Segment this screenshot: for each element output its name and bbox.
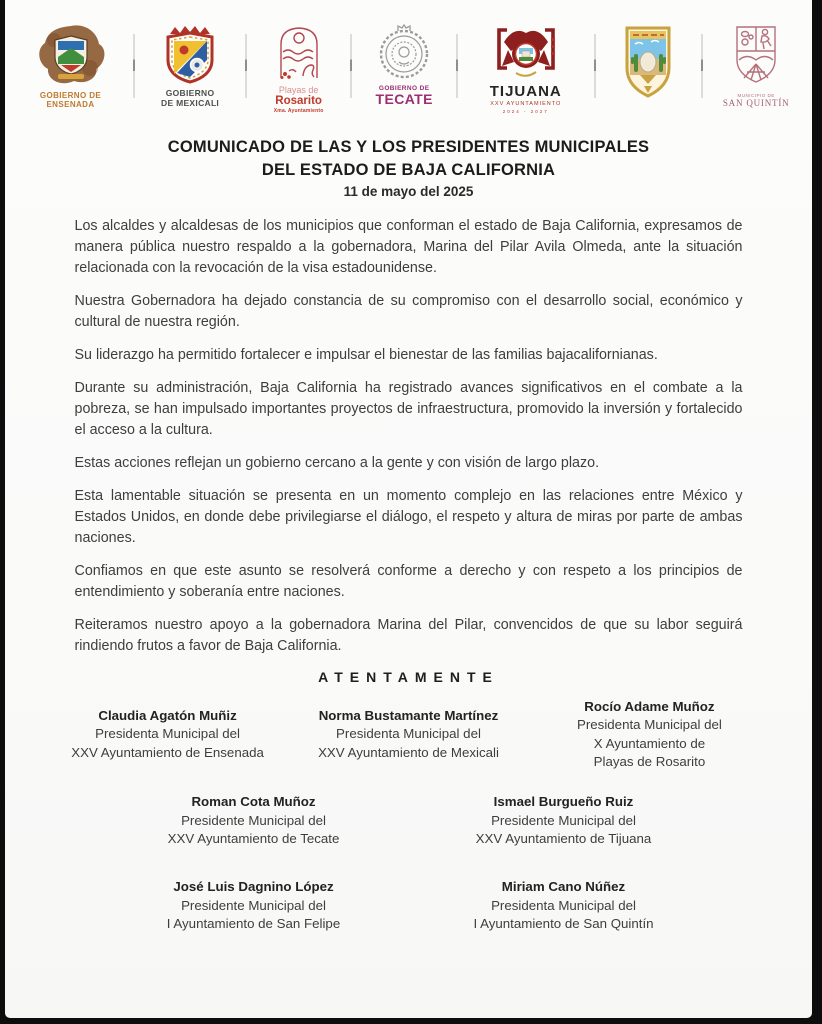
body-text <box>75 216 743 657</box>
tecate-caption-line1: GOBIERNO DE <box>378 85 430 92</box>
ensenada-caption-line1: GOBIERNO DE <box>39 91 102 100</box>
municipal-logos-header <box>28 24 790 114</box>
san-quintin-caption-line2: SAN QUINTÍN <box>722 98 790 109</box>
san-quintin-caption-line1: MUNICIPIO DE <box>737 93 775 98</box>
paragraph-8: Reiteramos nuestro apoyo a la gobernadora Marina del Pilar, convencidos de que su labor seguirá rindiendo frutos a favor de Baja California. <box>74 616 743 654</box>
signature-tijuana <box>409 793 719 848</box>
signer-title-line: Presidenta Municipal del <box>336 726 481 742</box>
signer-name: José Luis Dagnino López <box>173 879 334 895</box>
signature-tecate <box>99 793 409 848</box>
paragraph-3: Su liderazgo ha permitido fortalecer e impulsar el bienestar de las familias bajacalifornianas. <box>74 346 658 363</box>
signer-name: Ismael Burgueño Ruiz <box>493 794 634 810</box>
signer-name: Roman Cota Muñoz <box>191 794 316 810</box>
ensenada-crest-icon <box>28 24 114 91</box>
paragraph-5: Estas acciones reflejan un gobierno cercano a la gente y con visión de largo plazo. <box>74 454 600 471</box>
signer-title-line: Presidenta Municipal del <box>491 897 636 913</box>
signer-title-line: Presidente Municipal del <box>181 897 326 913</box>
title-line-1: COMUNICADO DE LAS Y LOS PRESIDENTES MUNICIPALES <box>167 138 650 157</box>
signature-row-3 <box>99 878 719 933</box>
signer-title-line: Presidenta Municipal del <box>576 717 722 733</box>
signer-title-line: XXV Ayuntamiento de Tijuana <box>475 830 652 846</box>
signer-title-line: X Ayuntamiento de <box>593 735 706 751</box>
logo-divider <box>594 34 596 98</box>
tijuana-crest-icon <box>478 24 574 85</box>
signer-title-line: XXV Ayuntamiento de Ensenada <box>71 744 264 760</box>
closing-word: ATENTAMENTE <box>318 668 499 685</box>
signature-row-1 <box>56 698 762 771</box>
signer-title-line: I Ayuntamiento de San Felipe <box>166 915 341 931</box>
san-felipe-crest-icon <box>615 24 681 107</box>
title-line-2: DEL ESTADO DE BAJA CALIFORNIA <box>261 160 556 179</box>
mexicali-crest-icon <box>155 24 225 89</box>
signer-name: Norma Bustamante Martínez <box>318 708 499 724</box>
ensenada-caption-line2: ENSENADA <box>46 100 95 110</box>
mexicali-caption-line1: GOBIERNO <box>165 88 215 98</box>
paragraph-1: Los alcaldes y alcaldesas de los municipios que conforman el estado de Baja California, expresamos de manera pública nuestro respaldo a la gobernadora, Marina del Pilar Avila Olmeda, ante la situación relacionada con la revocación de la visa estadounidense. <box>74 217 743 276</box>
signer-title-line: I Ayuntamiento de San Quintín <box>473 915 654 931</box>
san-quintin-logo <box>723 24 790 109</box>
san-quintin-crest-icon <box>723 24 789 91</box>
logo-divider <box>456 34 458 98</box>
ensenada-logo <box>28 24 114 109</box>
logo-divider <box>245 34 247 98</box>
rosarito-caption-line1: Playas de <box>278 85 319 95</box>
document-title <box>5 136 812 181</box>
paragraph-7: Confiamos en que este asunto se resolverá conforme a derecho y con respeto a los principios de entendimiento y soberanía entre naciones. <box>74 562 743 600</box>
paragraph-4: Durante su administración, Baja California ha registrado avances significativos en el combate a la pobreza, se han impulsado importantes proyectos de infraestructura, promovido la inversión y fortalecido el acceso a la cultura. <box>74 379 743 438</box>
mexicali-caption-line2: DE MEXICALI <box>161 97 220 108</box>
paragraph-2: Nuestra Gobernadora ha dejado constancia de su compromiso con el desarrollo social, económico y cultural de nuestra región. <box>74 292 743 330</box>
signer-title-line: XXV Ayuntamiento de Tecate <box>167 830 340 846</box>
signature-ensenada <box>56 707 280 762</box>
san-felipe-logo <box>615 24 681 107</box>
tecate-caption-line2: TECATE <box>375 91 433 108</box>
signer-name: Rocío Adame Muñoz <box>584 698 715 714</box>
logo-divider <box>350 34 352 98</box>
tijuana-logo <box>478 24 574 114</box>
signature-row-2 <box>99 793 719 848</box>
signer-title-line: Presidente Municipal del <box>491 812 636 828</box>
tijuana-caption-line3: 2024 - 2027 <box>502 108 549 114</box>
signature-san-felipe <box>99 878 409 933</box>
rosarito-crest-icon <box>267 24 331 85</box>
tecate-seal-icon <box>372 24 436 85</box>
document-page <box>5 0 812 1018</box>
signer-title-line: Presidente Municipal del <box>181 812 326 828</box>
signer-name: Miriam Cano Núñez <box>501 879 626 895</box>
tijuana-caption-line1: TIJUANA <box>489 83 562 100</box>
signer-title-line: Playas de Rosarito <box>593 753 706 769</box>
rosarito-logo <box>267 24 331 114</box>
document-date: 11 de mayo del 2025 <box>343 183 474 199</box>
signer-title-line: XXV Ayuntamiento de Mexicali <box>318 744 499 760</box>
signature-rosarito <box>537 698 761 771</box>
logo-divider <box>133 34 135 98</box>
signature-mexicali <box>280 707 538 762</box>
logo-divider <box>701 34 703 98</box>
tijuana-caption-line2: XXV AYUNTAMIENTO <box>490 101 562 108</box>
paragraph-6: Esta lamentable situación se presenta en un momento complejo en las relaciones entre México y Estados Unidos, en donde debe privilegiarse el diálogo, el respeto y altura de miras por parte de ambas naciones. <box>74 487 743 546</box>
signer-name: Claudia Agatón Muñiz <box>98 708 237 724</box>
rosarito-caption-line3: Xma. Ayuntamiento <box>273 107 324 114</box>
signer-title-line: Presidenta Municipal del <box>95 726 240 742</box>
tecate-logo <box>372 24 436 108</box>
mexicali-logo <box>155 24 225 109</box>
signature-san-quintin <box>409 878 719 933</box>
rosarito-caption-line2: Rosarito <box>275 95 322 108</box>
